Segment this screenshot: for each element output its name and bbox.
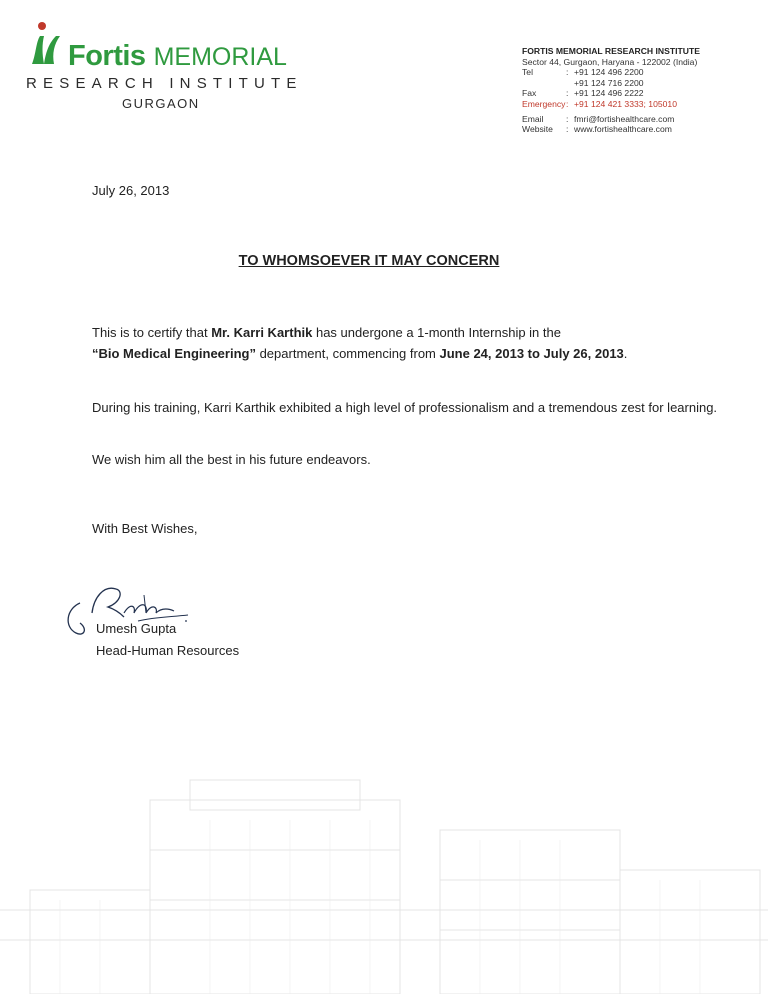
p1-text-a: This is to certify that — [92, 325, 212, 340]
contact-title: FORTIS MEMORIAL RESEARCH INSTITUTE — [522, 46, 700, 56]
tel-value-2: +91 124 716 2200 — [574, 77, 644, 88]
emergency-value: +91 124 421 3333; 105010 — [574, 98, 677, 109]
brand-city: GURGAON — [122, 96, 200, 111]
p1-text-end: . — [623, 346, 628, 361]
letter-date: July 26, 2013 — [92, 183, 170, 198]
letterhead-logo — [26, 20, 303, 120]
contact-email-row — [522, 114, 762, 125]
separator: : — [566, 88, 569, 99]
fortis-logo-icon — [26, 20, 66, 68]
website-label: Website — [522, 124, 553, 135]
building-watermark — [0, 760, 768, 994]
emergency-label: Emergency — [522, 98, 566, 109]
contact-address: Sector 44, Gurgaon, Haryana - 122002 (India) — [522, 56, 698, 67]
separator: : — [566, 124, 569, 135]
email-value[interactable]: fmri@fortishealthcare.com — [574, 113, 675, 124]
internship-dates: June 24, 2013 to July 26, 2013 — [439, 346, 624, 361]
fax-value: +91 124 496 2222 — [574, 88, 644, 99]
letter-closing: With Best Wishes, — [92, 521, 198, 536]
paragraph-certification — [92, 322, 732, 364]
contact-website-row — [522, 124, 762, 135]
signature-icon — [58, 573, 198, 653]
separator: : — [566, 98, 569, 109]
brand-memorial: MEMORIAL — [153, 43, 287, 71]
website-value[interactable]: www.fortishealthcare.com — [574, 124, 672, 135]
signatory-name: Umesh Gupta — [96, 621, 177, 636]
tel-value-1: +91 124 496 2200 — [574, 67, 644, 78]
email-label: Email — [522, 113, 544, 124]
tel-label: Tel — [522, 67, 533, 78]
intern-name: Mr. Karri Karthik — [211, 325, 313, 340]
signatory-title: Head-Human Resources — [96, 643, 240, 658]
contact-tel-row-2 — [522, 78, 762, 89]
p1-text-b: has undergone a 1-month Internship in the — [312, 325, 561, 340]
separator: : — [566, 67, 569, 78]
contact-emergency-row — [522, 99, 762, 110]
brand-subtitle: RESEARCH INSTITUTE — [26, 75, 303, 92]
p1-text-c: department, commencing from — [255, 346, 440, 361]
contact-tel-row — [522, 67, 762, 78]
letter-heading: TO WHOMSOEVER IT MAY CONCERN — [238, 253, 500, 269]
contact-fax-row — [522, 88, 762, 99]
fax-label: Fax — [522, 88, 537, 99]
paragraph-training: During his training, Karri Karthik exhibited a high level of professionalism and a tremendous zest for learning. — [92, 400, 718, 415]
paragraph-wishes: We wish him all the best in his future endeavors. — [92, 452, 371, 467]
separator: : — [566, 113, 569, 124]
contact-block — [522, 46, 762, 135]
brand-name: Fortis MEMORIAL — [68, 40, 287, 72]
department-name: “Bio Medical Engineering” — [92, 346, 256, 361]
